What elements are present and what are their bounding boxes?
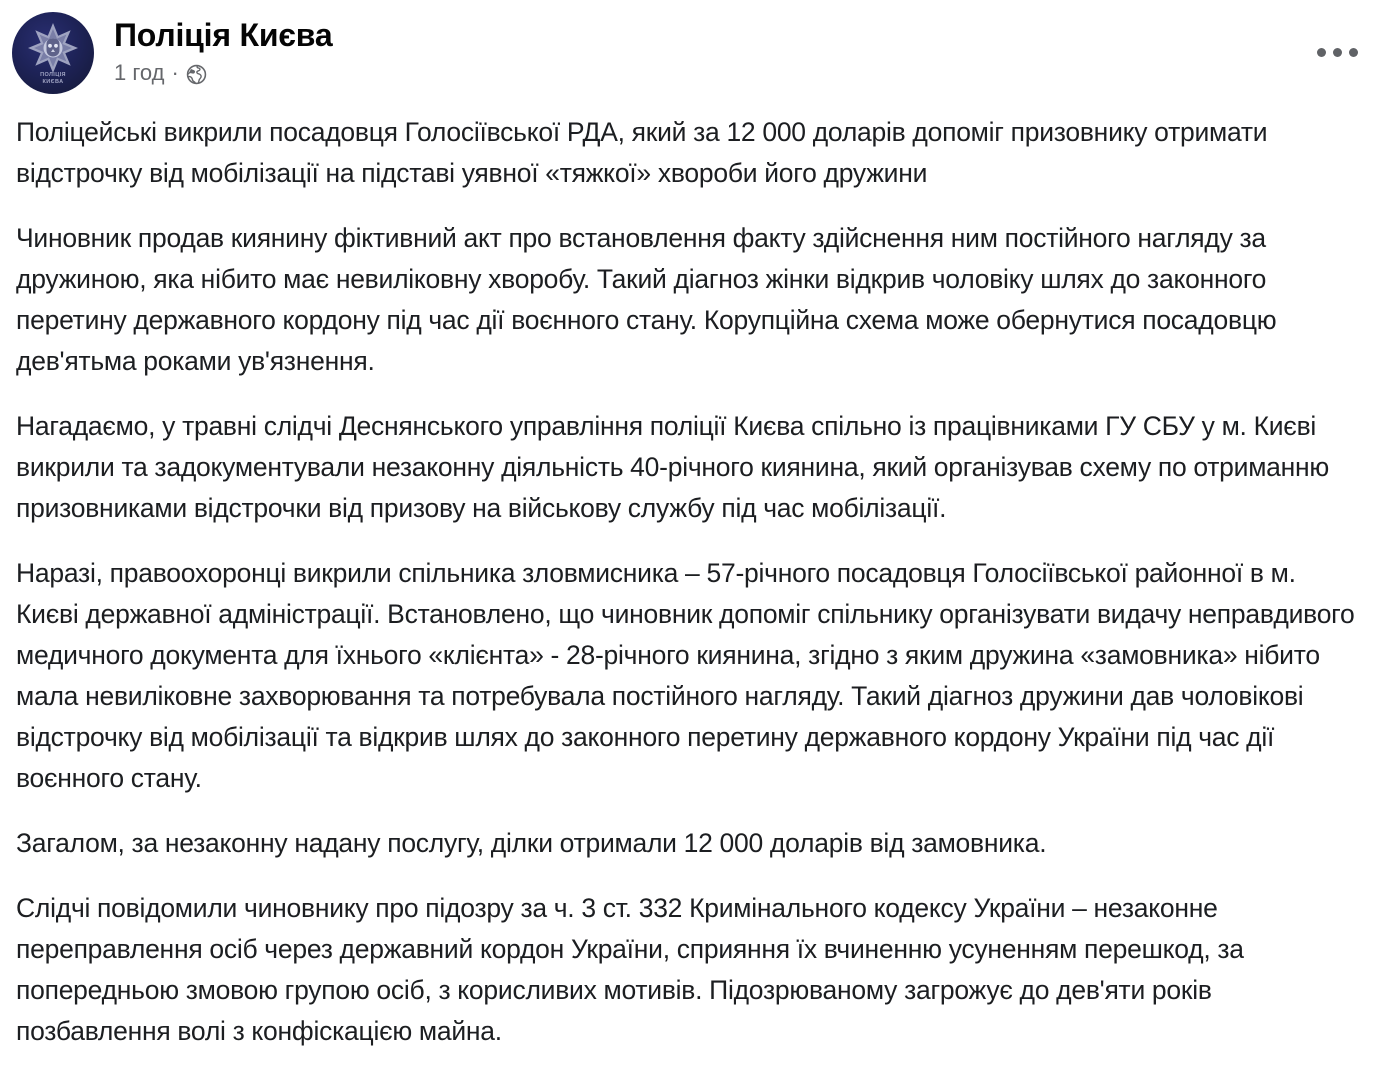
post-meta xyxy=(114,60,332,86)
meta-separator: · xyxy=(171,60,179,85)
globe-icon[interactable] xyxy=(186,64,207,85)
post-body xyxy=(0,100,1400,1052)
post-paragraph: Слідчі повідомили чиновнику про підозру за ч. 3 ст. 332 Кримінального кодексу України – незаконне переправлення осіб через державний кордон України, сприяння їх вчиненню усуненням перешкод, за попередньою змовою групою осіб, з корисливих мотивів. Підозрюваному загрожує до дев'яти років позбавлення волі з конфіскацією майна. xyxy=(16,893,1244,1046)
ellipsis-horizontal-icon xyxy=(1349,48,1358,57)
post-paragraph: Чиновник продав киянину фіктивний акт про встановлення факту здійснення ним постійного нагляду за дружиною, яка нібито має невиліковну хворобу. Такий діагноз жінки відкрив чоловіку шлях до законного перетину державного кордону під час дії воєнного стану. Корупційна схема може обернутися посадовцю дев'ятьма роками ув'язнення. xyxy=(16,223,1277,376)
post-header xyxy=(0,0,1400,100)
ellipsis-horizontal-icon xyxy=(1317,48,1326,57)
ellipsis-horizontal-icon xyxy=(1333,48,1342,57)
avatar-image[interactable] xyxy=(12,12,94,94)
post-paragraph: Наразі, правоохоронці викрили спільника зловмисника – 57-річного посадовця Голосіївської районної в м. Києві державної адміністрації. Встановлено, що чиновник допоміг спільнику організувати видачу неправдивого медичного документа для їхнього «клієнта» - 28-річного киянина, згідно з яким дружина «замовника» нібито мала невиліковне захворювання та потребувала постійного нагляду. Такий діагноз дружини дав чоловікові відстрочку від мобілізації та відкрив шлях до законного перетину державного кордону України під час дії воєнного стану. xyxy=(16,558,1355,793)
avatar-caption-line2: КИЄВА xyxy=(42,78,64,85)
post-header-text xyxy=(114,12,332,86)
post-options-menu-button[interactable] xyxy=(1306,32,1368,72)
post-timestamp[interactable]: 1 год xyxy=(114,60,165,85)
post-paragraph: Загалом, за незаконну надану послугу, ділки отримали 12 000 доларів від замовника. xyxy=(16,828,1047,858)
post-paragraph: Поліцейські викрили посадовця Голосіївської РДА, який за 12 000 доларів допоміг призовнику отримати відстрочку від мобілізації на підставі уявної «тяжкої» хвороби його дружини xyxy=(16,117,1268,188)
avatar-caption xyxy=(12,72,94,85)
avatar[interactable] xyxy=(12,12,94,94)
page-name[interactable]: Поліція Києва xyxy=(114,17,333,53)
post-paragraph: Нагадаємо, у травні слідчі Деснянського управління поліції Києва спільно із працівниками ГУ СБУ у м. Києві викрили та задокументували незаконну діяльність 40-річного киянина, який організував схему по отриманню призовниками відстрочки від призову на військову службу під час мобілізації. xyxy=(16,411,1330,523)
avatar-caption-line1: ПОЛІЦІЯ xyxy=(40,72,66,78)
